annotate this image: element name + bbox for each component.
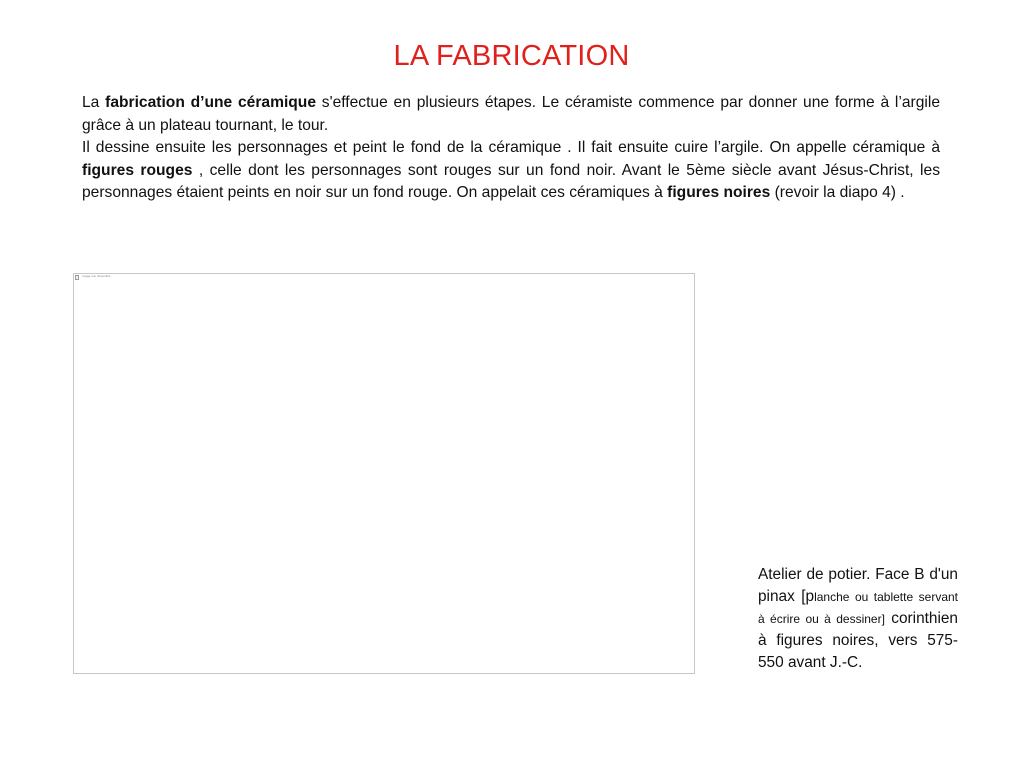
term-figures-noires: figures noires: [667, 184, 771, 201]
p2-text-3: (revoir la diapo 4) .: [770, 184, 905, 201]
p1-text-start: La: [82, 94, 106, 111]
p1-text-end: s'effectue en plusieurs étapes. Le céramiste commence par donner une forme à l’argile grâce à un plateau tournant, le tour.: [82, 94, 940, 134]
caption-part-2: corinthien à figures noires, vers 575-550 avant J.-C.: [758, 610, 958, 671]
p2-text-1: Il dessine ensuite les personnages et peint le fond de la céramique . Il fait ensuite cuire l’argile. On appelle céramique à: [82, 139, 940, 156]
paragraph-2: [82, 137, 940, 205]
image-caption: [758, 564, 958, 674]
paragraph-1: [82, 92, 940, 137]
broken-image-icon: [75, 275, 79, 280]
term-figures-rouges: figures rouges: [82, 161, 193, 179]
p1-bold-term: fabrication d’une céramique: [105, 94, 317, 111]
caption-small-text: lanche ou tablette servant à écrire ou à dessiner]: [758, 590, 958, 626]
image-placeholder: [73, 273, 695, 674]
caption-part-1: Atelier de potier. Face B d'un pinax [p: [758, 566, 958, 605]
body-text: [82, 92, 940, 205]
p2-text-2: , celle dont les personnages sont rouges sur un fond noir. Avant le 5ème siècle avant Jésus-Christ, les personnages étaient peints en noir sur un fond rouge. On appelait ces céramiques à: [82, 161, 940, 201]
slide-title: LA FABRICATION: [393, 40, 630, 72]
image-alt-text: Image non disponible: [82, 274, 111, 278]
